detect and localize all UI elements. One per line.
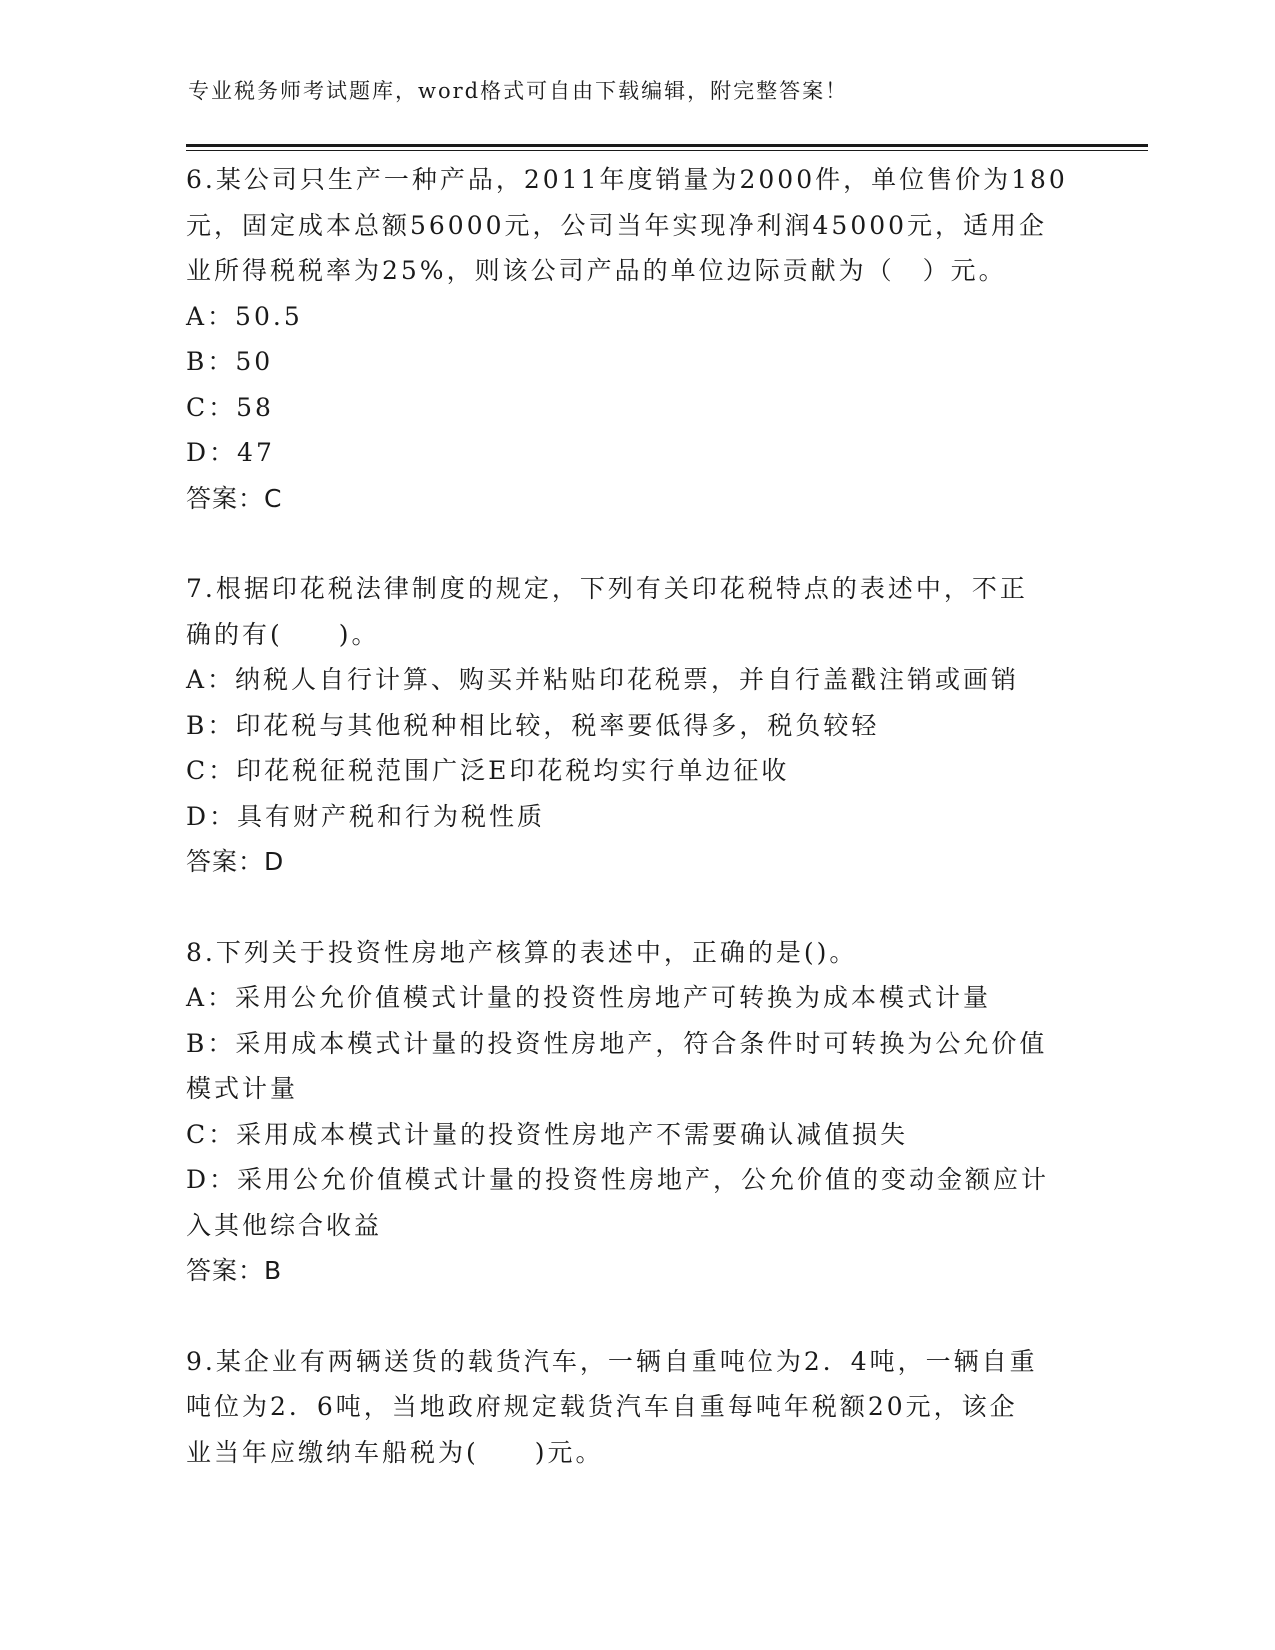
option-c: C：58 (186, 392, 274, 422)
question-stem-line: 业当年应缴纳车船税为( )元。 (186, 1437, 604, 1467)
question-7 (186, 566, 1086, 885)
question-stem-line: 元，固定成本总额56000元，公司当年实现净利润45000元，适用企 (186, 210, 1048, 240)
question-stem-line: 6.某公司只生产一种产品，2011年度销量为2000件，单位售价为180 (186, 165, 1068, 194)
option-c: C：采用成本模式计量的投资性房地产不需要确认减值损失 (186, 1119, 909, 1149)
option-b: B：50 (186, 347, 274, 376)
question-stem-line: 确的有( )。 (186, 619, 380, 649)
option-c: C：印花税征税范围广泛E印花税均实行单边征收 (186, 756, 790, 785)
option-a: A：采用公允价值模式计量的投资性房地产可转换为成本模式计量 (186, 983, 992, 1012)
question-stem-line: 7.根据印花税法律制度的规定，下列有关印花税特点的表述中，不正 (186, 574, 1028, 603)
question-stem-line: 8.下列关于投资性房地产核算的表述中，正确的是()。 (186, 937, 858, 967)
option-b: B：采用成本模式计量的投资性房地产，符合条件时可转换为公允价值 (186, 1028, 1048, 1058)
option-a: A：纳税人自行计算、购买并粘贴印花税票，并自行盖戳注销或画销 (186, 665, 1020, 694)
question-list (186, 157, 1086, 1520)
question-8 (186, 930, 1086, 1294)
option-a: A：50.5 (186, 301, 303, 331)
header-text: 专业税务师考试题库，word格式可自由下载编辑，附完整答案！ (188, 79, 849, 103)
option-d-continued: 入其他综合收益 (186, 1210, 383, 1240)
question-stem-line: 9.某企业有两辆送货的载货汽车，一辆自重吨位为2．4吨，一辆自重 (186, 1346, 1038, 1376)
option-b-continued: 模式计量 (186, 1074, 299, 1103)
answer-label: 答案：C (186, 483, 283, 513)
answer-label: 答案：D (186, 847, 285, 876)
option-d: D：具有财产税和行为税性质 (186, 801, 546, 831)
option-b: B：印花税与其他税种相比较，税率要低得多，税负较轻 (186, 710, 880, 740)
option-d: D：采用公允价值模式计量的投资性房地产，公允价值的变动金额应计 (186, 1165, 1050, 1194)
question-6 (186, 157, 1086, 521)
answer-label: 答案：B (186, 1256, 283, 1285)
header-rule-thin (186, 150, 1148, 151)
option-d: D：47 (186, 438, 275, 467)
header-rule-thick (186, 144, 1148, 147)
question-9 (186, 1339, 1086, 1476)
question-stem-line: 业所得税税率为25%，则该公司产品的单位边际贡献为（ ）元。 (186, 256, 1007, 285)
question-stem-line: 吨位为2．6吨，当地政府规定载货汽车自重每吨年税额20元，该企 (186, 1392, 1018, 1421)
